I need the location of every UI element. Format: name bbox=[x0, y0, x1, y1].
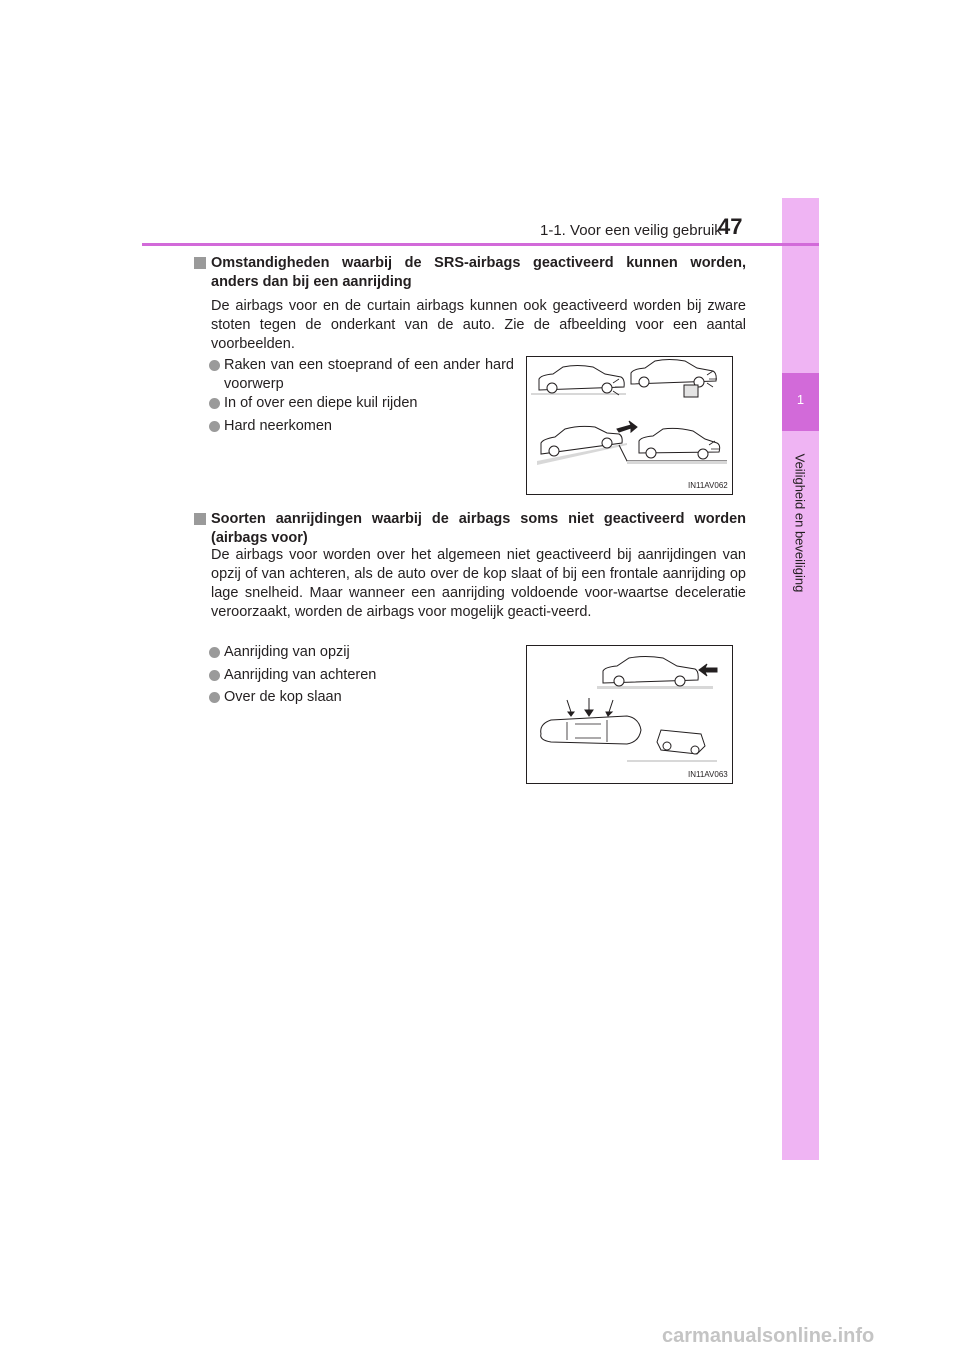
section-heading-1: Omstandigheden waarbij de SRS-airbags geactiveerd kunnen worden, anders dan bij een aanrijding bbox=[211, 254, 746, 292]
bullet-icon bbox=[209, 398, 220, 409]
section-header-title: 1-1. Voor een veilig gebruik bbox=[540, 222, 722, 239]
car-collision-types-illustration bbox=[527, 646, 732, 783]
list-item: Raken van een stoeprand of een ander hard voorwerp bbox=[224, 356, 514, 394]
heading-marker-icon bbox=[194, 513, 206, 525]
page-number: 47 bbox=[718, 214, 743, 239]
list-item: In of over een diepe kuil rijden bbox=[224, 394, 417, 413]
header-rule bbox=[142, 243, 819, 246]
chapter-tab-strip bbox=[782, 198, 819, 1160]
chapter-number: 1 bbox=[796, 392, 805, 407]
figure-code: IN11AV062 bbox=[688, 481, 728, 490]
list-item: Aanrijding van opzij bbox=[224, 643, 350, 662]
illustration-under-impacts bbox=[526, 356, 733, 495]
heading-marker-icon bbox=[194, 257, 206, 269]
bullet-icon bbox=[209, 670, 220, 681]
bullet-icon bbox=[209, 421, 220, 432]
section-body-2: De airbags voor worden over het algemeen niet geactiveerd bij aanrijdingen van opzij of van achteren, als de auto over de kop slaat of bij een frontale aanrijding op lage snelheid. Maar wanneer een aanrijding voldoende voor-waartse deceleratie veroorzaakt, worden de airbags voor mogelijk geacti-veerd. bbox=[211, 547, 746, 620]
figure-code: IN11AV063 bbox=[688, 770, 728, 779]
list-item: Over de kop slaan bbox=[224, 688, 342, 707]
section-body-1: De airbags voor en de curtain airbags kunnen ook geactiveerd worden bij zware stoten tegen de onderkant van de auto. Zie de afbeelding voor een aantal voorbeelden. bbox=[211, 298, 746, 352]
watermark: carmanualsonline.info bbox=[662, 1325, 875, 1347]
bullet-icon bbox=[209, 692, 220, 703]
car-impact-illustration bbox=[527, 357, 732, 494]
list-item: Aanrijding van achteren bbox=[224, 666, 376, 685]
bullet-icon bbox=[209, 360, 220, 371]
illustration-non-deploy-impacts bbox=[526, 645, 733, 784]
section-heading-2: Soorten aanrijdingen waarbij de airbags soms niet geactiveerd worden (airbags voor) bbox=[211, 510, 746, 548]
list-item: Hard neerkomen bbox=[224, 417, 332, 436]
chapter-title: Veiligheid en beveiliging bbox=[792, 453, 808, 593]
bullet-icon bbox=[209, 647, 220, 658]
